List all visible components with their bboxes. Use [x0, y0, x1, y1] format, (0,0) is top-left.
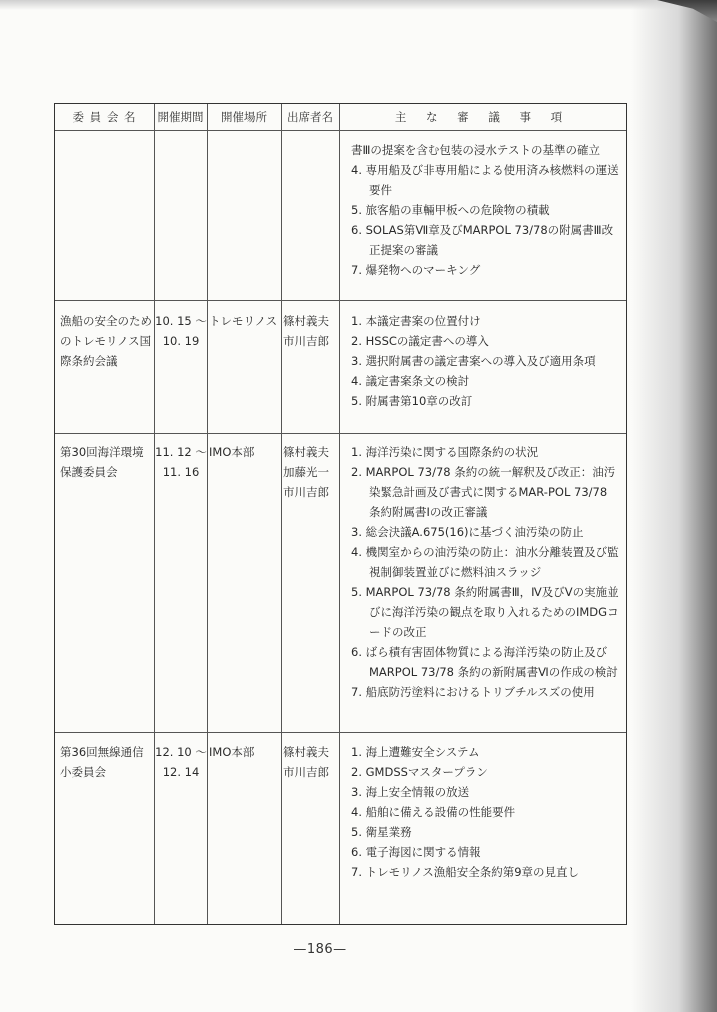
- row-divider: [55, 300, 626, 301]
- attendee-name: 市川吉郎: [283, 485, 329, 499]
- topic-item: 5. MARPOL 73/78 条約附属書Ⅲ，Ⅳ及びⅤの実施並びに海洋汚染の観点を取り入れるためのIMDGコードの改正: [351, 585, 619, 639]
- topic-item: 4. 機関室からの油汚染の防止：油水分離装置及び監視制御装置並びに燃料油スラッジ: [351, 545, 619, 579]
- topic-item: 5. 旅客船の車輛甲板への危険物の積載: [351, 203, 550, 217]
- column-divider: [281, 104, 282, 924]
- page-top-shadow: [0, 0, 717, 10]
- row-divider: [55, 433, 626, 434]
- topic-item: 3. 選択附属書の議定書案への導入及び適用条項: [351, 354, 596, 368]
- attendee-name: 市川吉郎: [283, 334, 329, 348]
- column-divider: [339, 104, 340, 924]
- attendee-name: 市川吉郎: [283, 765, 329, 779]
- topic-item: 1. 海上遭難安全システム: [351, 745, 480, 759]
- topic-item: 4. 議定書案条文の検討: [351, 374, 470, 388]
- topic-item: 4. 専用船及び非専用船による使用済み核燃料の運送要件: [351, 163, 619, 197]
- row-2-attendees: [283, 442, 339, 502]
- row-3-topics: [347, 742, 619, 882]
- row-2-period: 11. 12 ～ 11. 16: [155, 445, 207, 479]
- row-3-attendees: [283, 742, 339, 782]
- row-0-topics: [347, 140, 619, 280]
- row-1-committee: 漁船の安全のためのトレモリノス国際条約会議: [60, 314, 152, 368]
- topic-item: 4. 船舶に備える設備の性能要件: [351, 805, 516, 819]
- row-2-committee: 第30回海洋環境保護委員会: [60, 445, 144, 479]
- header-attendees: 出席者名: [287, 110, 333, 124]
- topic-item: 6. SOLAS第Ⅶ章及びMARPOL 73/78の附属書Ⅲ改正提案の審議: [351, 223, 614, 257]
- topic-item: 7. 船底防汚塗料におけるトリブチルスズの使用: [351, 685, 595, 699]
- topic-item: 6. 電子海図に関する情報: [351, 845, 481, 859]
- row-1-place: トレモリノス: [209, 314, 278, 328]
- row-2-topics: [347, 442, 619, 702]
- topic-item: 3. 総会決議A.675(16)に基づく油汚染の防止: [351, 525, 584, 539]
- committee-table: [54, 103, 627, 925]
- topic-item: 書Ⅲの提案を含む包装の浸水テストの基準の確立: [351, 143, 600, 157]
- topic-item: 2. GMDSSマスタープラン: [351, 765, 488, 779]
- header-divider: [55, 130, 626, 131]
- attendee-name: 篠村義夫: [283, 314, 329, 328]
- row-1-topics: [347, 311, 619, 411]
- topic-item: 2. HSSCの議定書への導入: [351, 334, 489, 348]
- topic-item: 1. 海洋汚染に関する国際条約の状況: [351, 445, 539, 459]
- topic-item: 7. 爆発物へのマーキング: [351, 263, 481, 277]
- attendee-name: 篠村義夫: [283, 745, 329, 759]
- row-3-place: IMO本部: [209, 745, 255, 759]
- column-divider: [207, 104, 208, 924]
- header-place: 開催場所: [221, 110, 267, 124]
- page-footer: [0, 942, 640, 957]
- topic-item: 7. トレモリノス漁船安全条約第9章の見直し: [351, 865, 580, 879]
- topic-item: 6. ばら積有害固体物質による海洋汚染の防止及びMARPOL 73/78 条約の新附属書Ⅵの作成の検討: [351, 645, 618, 679]
- page-binding-shadow: [631, 0, 717, 1012]
- attendee-name: 加藤光一: [283, 465, 329, 479]
- topic-item: 3. 海上安全情報の放送: [351, 785, 470, 799]
- header-period: 開催期間: [157, 110, 204, 124]
- header-topics: 主 な 審 議 事 項: [394, 110, 571, 124]
- header-committee: 委 員 会 名: [72, 110, 137, 124]
- row-divider: [55, 732, 626, 733]
- row-3-period: 12. 10 ～ 12. 14: [155, 745, 207, 779]
- row-1-attendees: [283, 311, 339, 351]
- attendee-name: 篠村義夫: [283, 445, 329, 459]
- topic-item: 1. 本議定書案の位置付け: [351, 314, 481, 328]
- topic-item: 5. 附属書第10章の改訂: [351, 394, 473, 408]
- row-1-period: 10. 15 ～ 10. 19: [155, 314, 207, 348]
- row-2-place: IMO本部: [209, 445, 255, 459]
- column-divider: [154, 104, 155, 924]
- page-number: —186—: [293, 942, 347, 957]
- topic-item: 5. 衛星業務: [351, 825, 412, 839]
- topic-item: 2. MARPOL 73/78 条約の統一解釈及び改正：油汚染緊急計画及び書式に関するMAR-POL 73/78 条約附属書Ⅰの改正審議: [351, 465, 616, 519]
- row-3-committee: 第36回無線通信小委員会: [60, 745, 144, 779]
